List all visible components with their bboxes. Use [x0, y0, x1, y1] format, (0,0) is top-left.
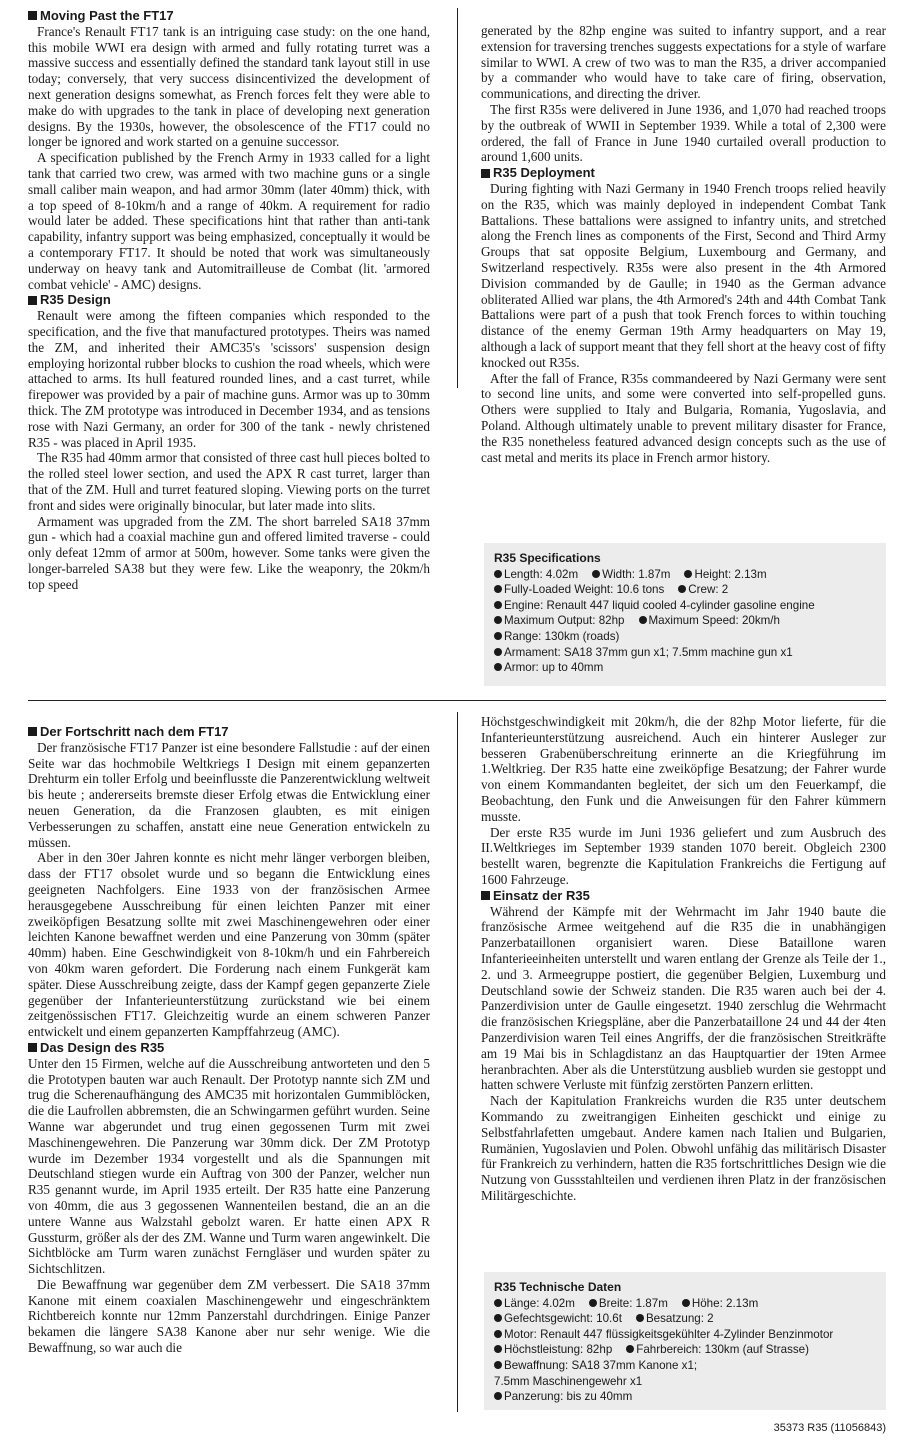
- bullet-dot-icon: [682, 1299, 690, 1307]
- heading-square-icon: [28, 296, 37, 305]
- spec-item-text: Motor: Renault 447 flüssigkeitsgekühlter 4-Zylinder Benzinmotor: [504, 1327, 834, 1341]
- body-paragraph: The first R35s were delivered in June 1936, and 1,070 had reached troops by the outbreak of WWII in September 1939. While a total of 2,300 were ordered, the fall of France in June 1940 curtailed overall production to around 1,600 units.: [481, 101, 886, 165]
- body-paragraph: During fighting with Nazi Germany in 1940 French troops relied heavily on the R35, which was mainly deployed in independent Combat Tank Battalions. These battalions were assigned to infantry units, and stretched along the French lines as components of the First, Second and Third Army Groups that sat opposite Belgium, Luxembourg and Germany, and Switzerland respectively. R35s were also present in the 4th Armored Division commanded by de Gaulle; in 1940 as the German advance obliterated Allied war plans, the 4th Armored's 24th and 44th Combat Tank Battalions were part of a push that took French forces to within touching distance of the enemy German 19th Army headquarters on May 19, although a lack of support meant that they fell short at the heavy cost of fifty knocked out R35s.: [481, 180, 886, 370]
- body-paragraph: After the fall of France, R35s commandeered by Nazi Germany were sent to second line units, and some were converted into self-propelled guns. Others were supplied to Italy and Bulgaria, Romania, Yugoslavia, and Poland. Although ultimately unable to prevent military disaster for France, the R35 nonetheless featured advanced design concepts such as the use of cast metal and merits its place in French armor history.: [481, 370, 886, 465]
- spec-item: [494, 645, 793, 661]
- heading-square-icon: [28, 11, 37, 20]
- de-column-divider: [457, 712, 458, 1412]
- spec-item-text: Höchstleistung: 82hp: [504, 1343, 613, 1357]
- spec-item: [494, 567, 578, 583]
- spec-row: [494, 1389, 876, 1405]
- heading-square-icon: [28, 1043, 37, 1052]
- bullet-dot-icon: [494, 663, 502, 671]
- en-column-divider: [457, 8, 458, 388]
- bullet-dot-icon: [589, 1299, 597, 1307]
- spec-item-text: Engine: Renault 447 liquid cooled 4-cylinder gasoline engine: [504, 598, 815, 612]
- de-right-column: [481, 714, 886, 1204]
- spec-item: [494, 1311, 622, 1327]
- spec-item: [494, 629, 619, 645]
- spec-item: [639, 613, 780, 629]
- spec-row: [494, 645, 876, 661]
- section-heading: [28, 292, 430, 308]
- spec-item: [682, 1296, 758, 1312]
- spec-row: [494, 582, 876, 598]
- spec-item: [684, 567, 766, 583]
- section-heading-text: Das Design des R35: [40, 1039, 165, 1055]
- bullet-dot-icon: [684, 570, 692, 578]
- spec-row: [494, 567, 876, 583]
- body-paragraph: Renault were among the fifteen companies which responded to the specification, and the five that manufactured prototypes. Theirs was named the ZM, and inherited their AMC35's 'scissors' suspension design employing horizontal rubber blocks to cushion the road wheels, which were attached to arms. Its hull featured rounded lines, and a cast turret, while firepower was provided by a pair of machine guns. Armor was up to 30mm thick. The ZM prototype was introduced in December 1934, and as tensions rose with Nazi Germany, an order for 300 of the tank - newly christened R35 - was placed in April 1935.: [28, 308, 430, 450]
- spec-item-text: Crew: 2: [688, 583, 729, 597]
- bullet-dot-icon: [626, 1345, 634, 1353]
- page-footer: 35373 R35 (11056843): [773, 1422, 886, 1434]
- spec-item-text: Armament: SA18 37mm gun x1; 7.5mm machine gun x1: [504, 645, 793, 659]
- bullet-dot-icon: [494, 1299, 502, 1307]
- bullet-dot-icon: [494, 1330, 502, 1338]
- spec-row: [494, 1358, 876, 1374]
- bullet-dot-icon: [678, 585, 686, 593]
- spec-item-text: Maximum Output: 82hp: [504, 614, 625, 628]
- body-paragraph: Höchstgeschwindigkeit mit 20km/h, die der 82hp Motor lieferte, für die Infanterieunterstützung ausreichend. Auch ein hinterer Ausleger zur besseren Grabenüberschreitung erinnerte an die Kriegführung im 1.Weltkrieg. Der R35 hatte eine zweiköpfige Besatzung; der Fahrer wurde von einem Kommandanten begleitet, der sich um den Feuerkampf, die Beobachtung, den Funk und die Anweisungen für den Fahrer kümmern musste.: [481, 714, 886, 824]
- bullet-dot-icon: [494, 616, 502, 624]
- spec-item: [494, 598, 815, 614]
- bullet-dot-icon: [494, 601, 502, 609]
- body-paragraph: The R35 had 40mm armor that consisted of three cast hull pieces bolted to the rolled steel lower section, and used the APX R cast turret, larger than that of the ZM. Hull and turret featured sloping. Viewing ports on the turret front and sides were originally binocular, but later made into slits.: [28, 450, 430, 513]
- spec-title: R35 Specifications: [494, 551, 601, 565]
- spec-item-text: Besatzung: 2: [645, 1312, 714, 1326]
- section-heading-text: Einsatz der R35: [493, 887, 590, 903]
- body-paragraph: generated by the 82hp engine was suited to infantry support, and a rear extension for traversing trenches suggests expectations for a style of warfare similar to WWI. A crew of two was to man the R35, a driver accompanied by a commander who would have to take care of firing, observation, communications, and directing the driver.: [481, 23, 886, 102]
- spec-item-text: Height: 2.13m: [694, 567, 767, 581]
- spec-item: [494, 1342, 612, 1358]
- body-paragraph: Unter den 15 Firmen, welche auf die Ausschreibung antworteten und den 5 die Prototypen bauten war auch Renault. Der Prototyp nannte sich ZM und trug die Scherenaufhängung des AMC35 mit horizontalen Gummiblöcken, die die Laufrollen abbremsten, die an Schwingarmen geführt wurden. Seine Wanne war abgerundet und trug einen gegossenen Turm mit zwei Maschinengewehren. Die Panzerung war 30mm dick. Der ZM Prototyp wurde im Dezember 1934 vorgestellt und als die Spannungen mit Deutschland stiegen wurde ein Auftrag von 300 der Panzer, welcher nun R35 genannt wurde, im April 1935 erteilt. Der R35 hatte eine Panzerung von 40mm, die aus 3 gegossenen Wannenteilen bestand, die an an die untere Wanne aus Walzstahl gebolzt waren. Er hatte einen APX R Gussturm, größer als der des ZM. Wanne und Turm waren angewinkelt. Die Sichtblöcke am Turm waren zunächst Ferngläser und wurden später zu Sichtschlitzen.: [28, 1055, 430, 1277]
- de-spec-box: [484, 1272, 886, 1410]
- bullet-dot-icon: [494, 1345, 502, 1353]
- body-paragraph: Der französische FT17 Panzer ist eine besondere Fallstudie : auf der einen Seite war das hochmobile Weltkriegs I Design mit einem gepanzerten Drehturm ein toller Erfolg und beeinflusste die Panzerentwicklung weltweit bis heute ; andererseits bremste dieser Erfolg etwas die Entwicklung einer neuen Generation, da die Franzosen glaubten, es mit einigen Verbesserungen zu schaffen, anstatt eine neue Generation entwickeln zu müssen.: [28, 739, 430, 850]
- spec-item: [626, 1342, 809, 1358]
- bullet-dot-icon: [494, 648, 502, 656]
- spec-item: [494, 582, 664, 598]
- bullet-dot-icon: [639, 616, 647, 624]
- spec-item: [678, 582, 728, 598]
- en-right-column: [481, 23, 886, 465]
- spec-row: [494, 1311, 876, 1327]
- spec-row: [494, 660, 876, 676]
- bullet-dot-icon: [494, 585, 502, 593]
- heading-square-icon: [481, 891, 490, 900]
- spec-item-text: Maximum Speed: 20km/h: [648, 614, 780, 628]
- section-heading: [28, 1040, 430, 1056]
- bullet-dot-icon: [592, 570, 600, 578]
- spec-row: [494, 1327, 876, 1343]
- spec-item-text: Panzerung: bis zu 40mm: [504, 1390, 633, 1404]
- spec-item: [494, 660, 603, 676]
- section-heading: [28, 8, 430, 24]
- body-paragraph: Aber in den 30er Jahren konnte es nicht mehr länger verborgen bleiben, dass der FT17 obsolet wurde und so begann die Entwicklung eines geeigneten Nachfolgers. Eine 1933 von der französischen Armee herausgegebene Ausschreibung für einen leichten Panzer mit einer zweiköpfigen Besatzung sollte mit zwei Maschinengewehren oder einer leichten Kanone bewaffnet werden und eine Panzerung von 30mm (später 40mm) haben. Eine Geschwindigkeit von 8-10km/h und ein Fahrbereich von 40km waren gefordert. Die Forderung nach einem Funkgerät kam später. Diese Ausschreibung zeigte, dass der Kampf gegen gepanzerte Ziele gegenüber der Infanterieunterstützung zurückstand wie bei einem zeitgenössischen FT17. Gleichzeitig wurde an einem schweren Panzer entwickelt und einem gepanzerten Kampffahrzeug (AMC).: [28, 850, 430, 1040]
- spec-item-text: Gefechtsgewicht: 10.6t: [504, 1312, 622, 1326]
- spec-item: [494, 1389, 632, 1405]
- section-heading-text: Moving Past the FT17: [40, 8, 174, 23]
- spec-item: [494, 1358, 697, 1374]
- spec-item: [636, 1311, 714, 1327]
- spec-item-text: 7.5mm Maschinengewehr x1: [494, 1374, 643, 1388]
- spec-row: [494, 613, 876, 629]
- section-heading-text: R35 Deployment: [493, 165, 595, 181]
- spec-item-text: Höhe: 2.13m: [691, 1296, 759, 1310]
- body-paragraph: Nach der Kapitulation Frankreichs wurden die R35 unter deutschem Kommando zu zweitrangigen Einheiten geschickt und einige zu Selbstfahrlafetten umgebaut. Andere kamen nach Italien und Bulgarien, Rumänien, Yugoslavien und Polen. Obwohl unfähig das militärisch Disaster für Frankreich zu verhindern, hatten die R35 fortschrittliches Design wie die Nutzung von Gussstahlteilen und verdienen ihren Platz in der französischen Militärgeschichte.: [481, 1093, 886, 1203]
- spec-item: [592, 567, 670, 583]
- heading-square-icon: [28, 727, 37, 736]
- bullet-dot-icon: [494, 632, 502, 640]
- language-divider: [28, 700, 886, 701]
- section-heading: [481, 888, 886, 904]
- spec-row: [494, 1296, 876, 1312]
- body-paragraph: Armament was upgraded from the ZM. The short barreled SA18 37mm gun - which had a coaxial machine gun and offered limited traverse - could only defeat 12mm of armor at 500m, however. Some tanks were given the longer-barreled SA38 but they were few. Like the weaponry, the 20km/h top speed: [28, 513, 430, 592]
- section-heading: [28, 724, 430, 740]
- spec-item-text: Width: 1.87m: [602, 567, 671, 581]
- body-paragraph: Während der Kämpfe mit der Wehrmacht im Jahr 1940 baute die französische Armee weitgehend auf die R35 die in unabhängigen Panzerbataillonen organisiert waren. Diese Bataillone waren Infanterieeinheiten unterstellt und waren entlang der Grenze als Teile der 1., 2. und 3. Armeegruppe postiert, die gegenüber Belgien, Luxemburg und Deutschland sowie der Schweiz standen. Die R35 waren auch bei der 4. Panzerdivision unter de Gaulle eingesetzt. 1940 zerschlug die Wehrmacht die französischen Kriegspläne, aber die Panzerbataillone 24 und 44 der 4ten Panzerdivision waren Teil eines Angriffs, der die französischen Streitkräfte am 19 Mai bis in Schlagdistanz an das Hauptquartier der 19ten Armee heranbrachten. Aber als die Unterstützung ausblieb wurden sie gestoppt und hatten schwere Verluste mit fünfzig zerstörten Panzern erlitten.: [481, 903, 886, 1093]
- body-paragraph: France's Renault FT17 tank is an intriguing case study: on the one hand, this mobile WWI era design with armed and fully rotating turret was a massive success and essentially defined the standard tank layout still in use today; conversely, that very success disincentivized the development of next generation designs somewhat, as French forces felt they were able to make do with upgrades to the tank in place of developing next generation designs. By the 1930s, however, the obsolescence of the FT17 could no longer be ignored and work started on a genuine successor.: [28, 23, 430, 150]
- bullet-dot-icon: [494, 570, 502, 578]
- de-left-column: [28, 724, 430, 1356]
- bullet-dot-icon: [494, 1361, 502, 1369]
- section-heading: [481, 165, 886, 181]
- spec-item: [494, 613, 625, 629]
- section-heading-text: Der Fortschritt nach dem FT17: [40, 724, 229, 739]
- en-spec-box: [484, 543, 886, 686]
- spec-item: [589, 1296, 668, 1312]
- spec-row: [494, 1342, 876, 1358]
- body-paragraph: Der erste R35 wurde im Juni 1936 geliefert und zum Ausbruch des II.Weltkrieges im September 1939 standen 1070 bereit. Obgleich 2300 bestellt waren, begrenzte die Kapitulation Frankreichs die Fertigung auf 1600 Fahrzeuge.: [481, 824, 886, 887]
- en-left-column: [28, 8, 430, 592]
- body-paragraph: A specification published by the French Army in 1933 called for a light tank that carried two crew, was armed with two machine guns or a single small caliber main weapon, and had armor 30mm (later 40mm) thick, with a top speed of 8-10km/h and a range of 40km. A requirement for radio would later be added. These specifications hint that rather than anti-tank capability, infantry support was being emphasized, conceptually it would be a contemporary FT17. It should be noted that work was simultaneously underway on heavy tank and Automitrailleuse de Combat (lit. 'armored combat vehicle' - AMC) designs.: [28, 150, 430, 292]
- spec-item-text: Bewaffnung: SA18 37mm Kanone x1;: [504, 1358, 698, 1372]
- spec-item-text: Fahrbereich: 130km (auf Strasse): [636, 1343, 809, 1357]
- spec-row: [494, 598, 876, 614]
- section-heading-text: R35 Design: [40, 292, 111, 308]
- spec-item: [494, 1296, 575, 1312]
- spec-item-text: Fully-Loaded Weight: 10.6 tons: [504, 583, 665, 597]
- bullet-dot-icon: [494, 1314, 502, 1322]
- spec-item: [494, 1374, 642, 1390]
- spec-item-text: Range: 130km (roads): [504, 629, 620, 643]
- spec-row: [494, 1374, 876, 1390]
- spec-item-text: Length: 4.02m: [504, 567, 579, 581]
- body-paragraph: Die Bewaffnung war gegenüber dem ZM verbessert. Die SA18 37mm Kanone mit einem coaxialen Maschinengewehr und eingeschränktem Richtbereich konnte nur 12mm Panzerstahl durchdringen. Einige Panzer bekamen die längere SA38 Kanone aber nur sehr wenige. Wie die Bewaffnung, so war auch die: [28, 1276, 430, 1356]
- spec-row: [494, 629, 876, 645]
- spec-item-text: Armor: up to 40mm: [504, 661, 604, 675]
- spec-item-text: Breite: 1.87m: [598, 1296, 668, 1310]
- spec-title: R35 Technische Daten: [494, 1280, 622, 1294]
- heading-square-icon: [481, 169, 490, 178]
- bullet-dot-icon: [494, 1392, 502, 1400]
- spec-item-text: Länge: 4.02m: [504, 1296, 575, 1310]
- spec-item: [494, 1327, 833, 1343]
- bullet-dot-icon: [636, 1314, 644, 1322]
